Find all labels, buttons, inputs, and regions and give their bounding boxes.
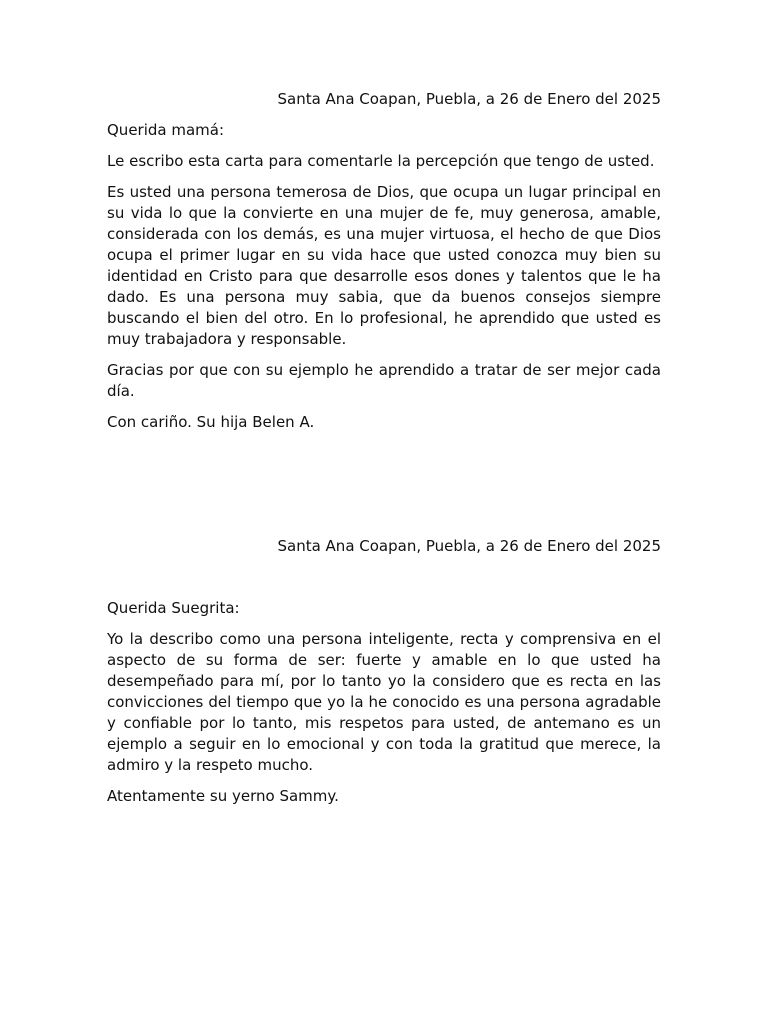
letter-paragraph: Yo la describo como una persona inteligente, recta y comprensiva en el aspecto de su forma de ser: fuerte y amable en lo que usted ha desempeñado para mí, por lo tanto yo la considero que es recta en las convicciones del tiempo que yo la he conocido es una persona agradable y confiable por lo tanto, mis respetos para usted, de antemano es un ejemplo a seguir en lo emocional y con toda la gratitud que merece, la admiro y la respeto mucho. [107, 630, 661, 774]
letter-salutation: Querida Suegrita: [107, 599, 240, 617]
letter-salutation: Querida mamá: [107, 121, 225, 139]
letter-to-mother [107, 89, 661, 443]
letter-date: Santa Ana Coapan, Puebla, a 26 de Enero del 2025 [277, 537, 661, 555]
letter-paragraph: Es usted una persona temerosa de Dios, que ocupa un lugar principal en su vida lo que la convierte en una mujer de fe, muy generosa, amable, considerada con los demás, es una mujer virtuosa, el hecho de que Dios ocupa el primer lugar en su vida hace que usted conozca muy bien su identidad en Cristo para que desarrolle esos dones y talentos que le ha dado. Es una persona muy sabia, que da buenos consejos siempre buscando el bien del otro. En lo profesional, he aprendido que usted es muy trabajadora y responsable. [107, 183, 661, 348]
letter-paragraph: Gracias por que con su ejemplo he aprendido a tratar de ser mejor cada día. [107, 361, 661, 400]
letter-date: Santa Ana Coapan, Puebla, a 26 de Enero del 2025 [277, 90, 661, 108]
letter-closing: Atentamente su yerno Sammy. [107, 787, 339, 805]
letter-to-mother-in-law [107, 536, 661, 817]
letter-closing: Con cariño. Su hija Belen A. [107, 413, 315, 431]
letter-paragraph: Le escribo esta carta para comentarle la percepción que tengo de usted. [107, 152, 655, 170]
